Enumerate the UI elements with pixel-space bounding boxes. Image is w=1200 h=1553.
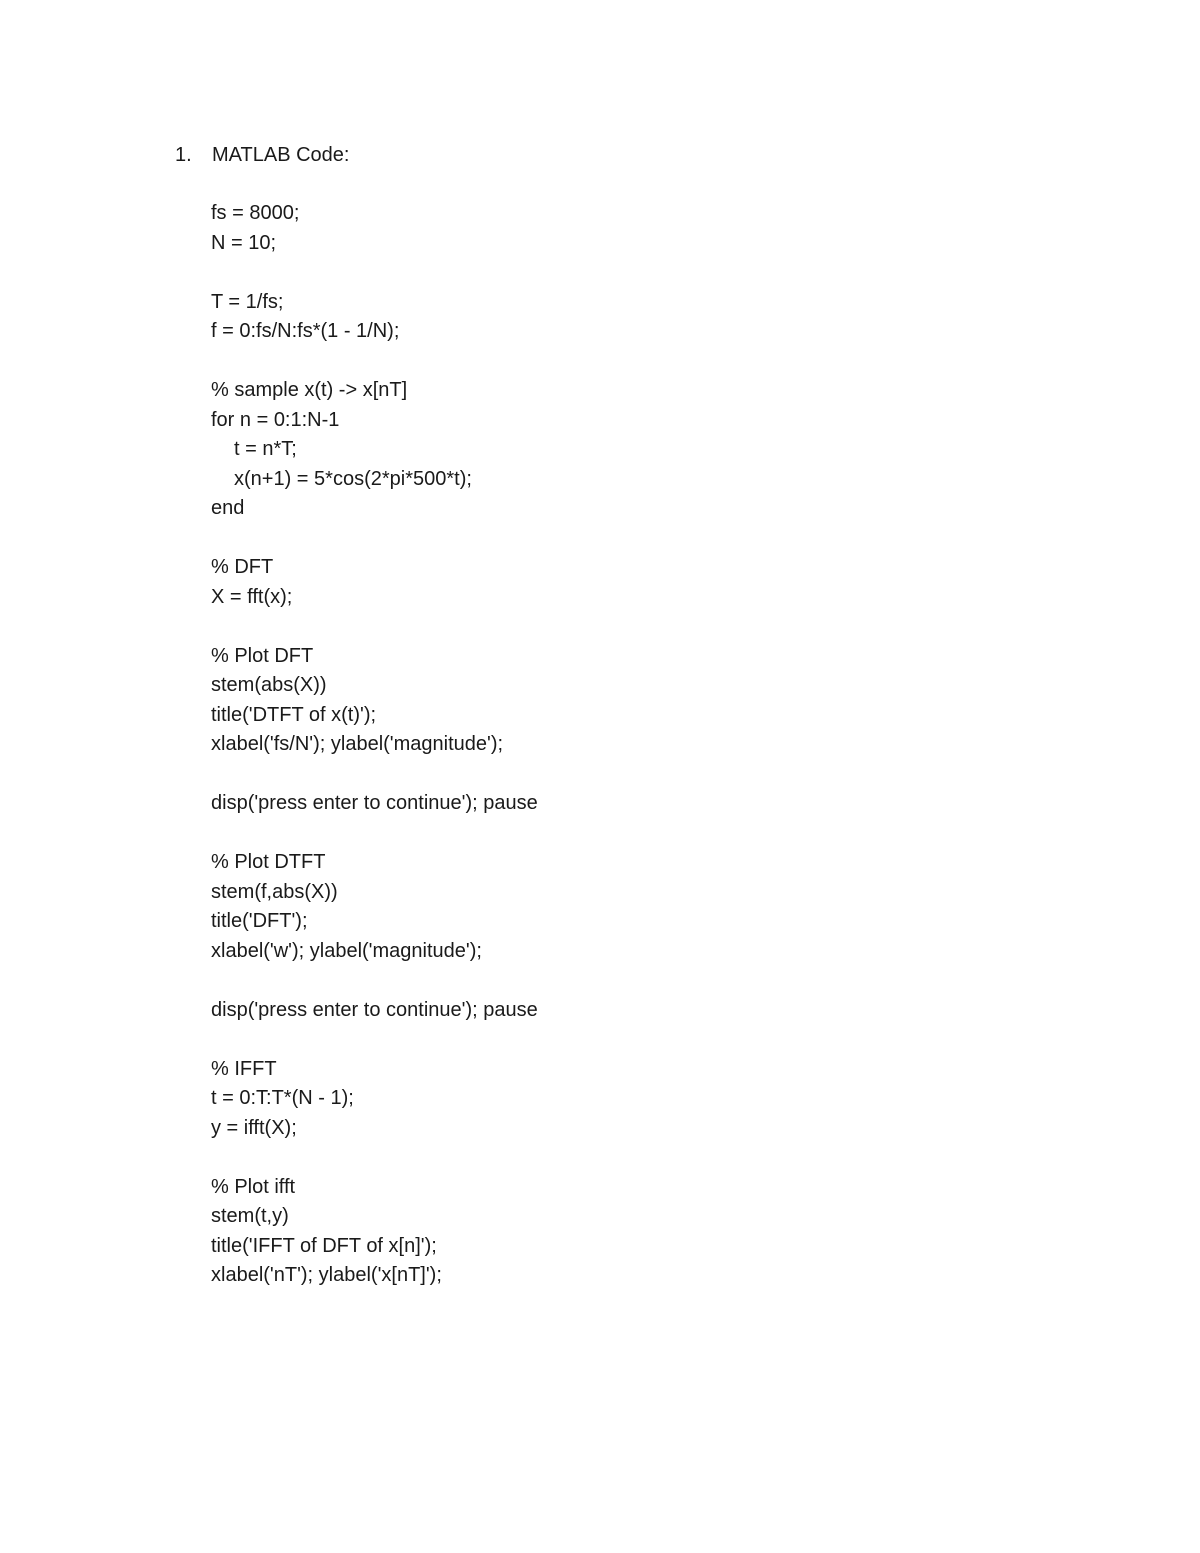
code-line: % IFFT — [211, 1057, 277, 1080]
code-line: stem(t,y) — [211, 1205, 289, 1227]
code-line: stem(abs(X)) — [211, 674, 327, 696]
code-line: xlabel('fs/N'); ylabel('magnitude'); — [211, 733, 504, 755]
list-item-heading — [175, 140, 1075, 170]
code-line: % Plot DFT — [211, 644, 314, 667]
code-line: % sample x(t) -> x[nT] — [211, 379, 408, 401]
code-line: title('DTFT of x(t)'); — [211, 703, 377, 726]
code-line: xlabel('w'); ylabel('magnitude'); — [211, 939, 482, 962]
code-line: % Plot ifft — [211, 1175, 296, 1198]
code-line: xlabel('nT'); ylabel('x[nT]'); — [211, 1264, 442, 1286]
code-line: title('DFT'); — [211, 910, 308, 932]
code-line: disp('press enter to continue'); pause — [211, 792, 538, 814]
blank-line — [211, 966, 1011, 996]
code-line: N = 10; — [211, 231, 277, 254]
code-line: x(n+1) = 5*cos(2*pi*500*t); — [234, 467, 472, 490]
code-line: for n = 0:1:N-1 — [211, 408, 340, 431]
blank-line — [211, 612, 1011, 642]
list-item-number: 1. — [175, 144, 192, 166]
blank-line — [211, 819, 1011, 849]
code-line: title('IFFT of DFT of x[n]'); — [211, 1234, 437, 1257]
blank-line — [211, 524, 1011, 554]
code-line: end — [211, 497, 245, 519]
code-line: t = 0:T:T*(N - 1); — [211, 1087, 354, 1109]
code-line: % Plot DTFT — [211, 851, 326, 873]
blank-line — [211, 1143, 1011, 1173]
code-line: T = 1/fs; — [211, 290, 284, 313]
code-line: stem(f,abs(X)) — [211, 880, 338, 903]
code-line: t = n*T; — [234, 438, 297, 460]
code-line: disp('press enter to continue'); pause — [211, 998, 538, 1021]
code-line: X = fft(x); — [211, 585, 293, 608]
section-title: MATLAB Code: — [212, 144, 350, 166]
list-item — [175, 140, 1075, 170]
code-line: % DFT — [211, 556, 274, 578]
code-line: y = ifft(X); — [211, 1116, 297, 1139]
blank-line — [211, 347, 1011, 377]
code-line: fs = 8000; — [211, 202, 300, 224]
code-line: f = 0:fs/N:fs*(1 - 1/N); — [211, 320, 400, 342]
blank-line — [211, 1025, 1011, 1055]
blank-line — [211, 760, 1011, 790]
code-block — [211, 199, 1011, 1291]
blank-line — [211, 258, 1011, 288]
